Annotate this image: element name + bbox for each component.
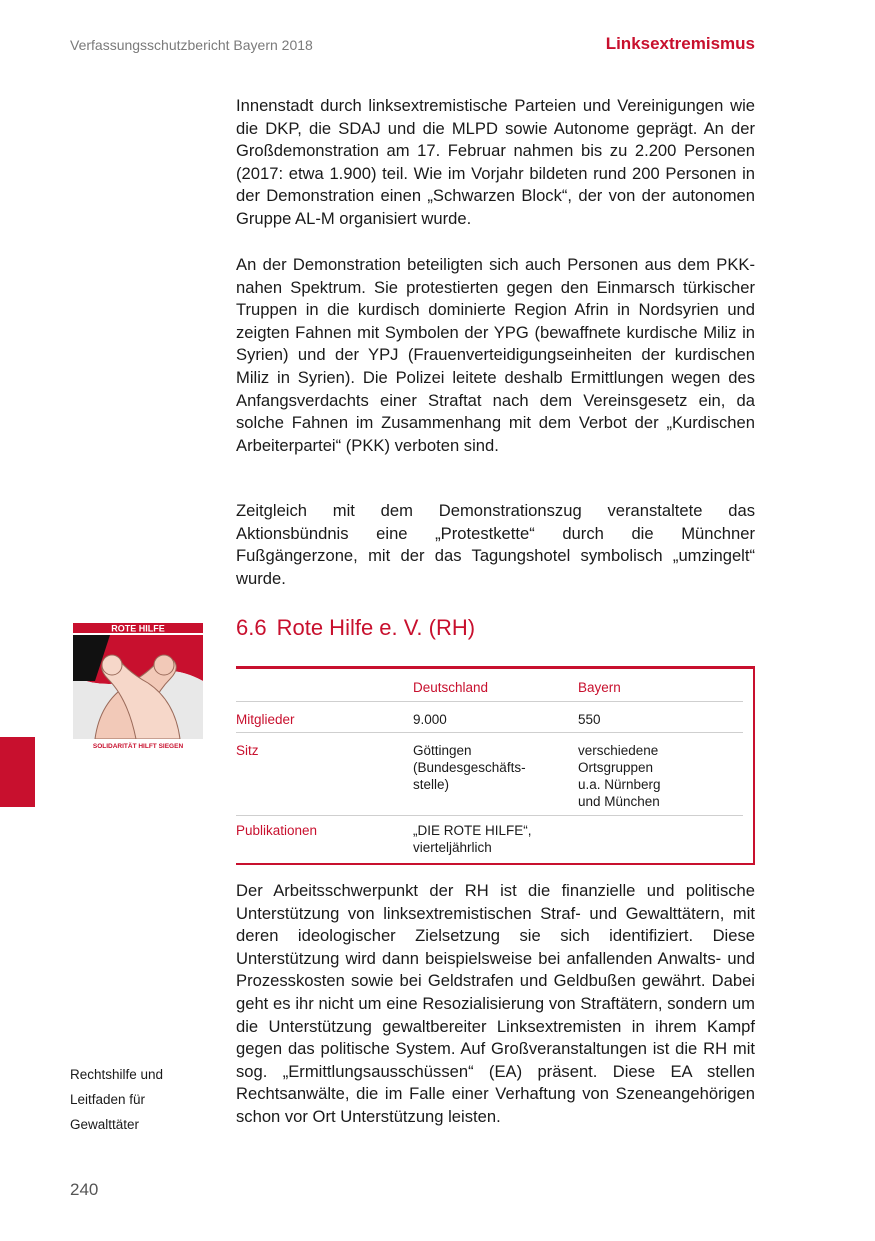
paragraph-1 xyxy=(236,95,755,231)
table-divider xyxy=(236,701,743,702)
sitz-bayern-line-2: Ortsgruppen xyxy=(578,760,654,775)
row-label-mitglieder: Mitglieder xyxy=(236,712,295,727)
table-divider xyxy=(236,732,743,733)
margin-note: Rechtshilfe und Leitfaden für Gewalttäter xyxy=(70,1067,164,1132)
logo-bottom-text: SOLIDARITÄT HILFT SIEGEN xyxy=(92,743,184,750)
paragraph-3-text: Zeitgleich mit dem Demonstrationszug veranstaltete das Aktionsbündnis eine „Protestkette“ durch die Münchner Fußgängerzone, mit der das Tagungshotel symbolisch „umzingelt“ wurde. xyxy=(236,501,755,588)
table-header-bayern: Bayern xyxy=(578,680,621,695)
paragraph-2-text: An der Demonstration beteiligten sich auch Personen aus dem PKK-nahen Spektrum. Sie protestierten gegen den Einmarsch türkischer Truppen in die kurdisch dominierte Region Afrin in Nordsyrien und zeigten Fahnen mit Symbolen der YPG (bewaffnete kurdische Miliz in Syrien) und der YPJ (Frauenverteidigungseinheiten der kurdischen Miliz in Syrien). Die Polizei leitete deshalb Ermittlungen wegen des Anfangsverdachts einer Straftat nach dem Vereinsgesetz ein, da solche Fahnen im Zusammenhang mit dem Verbot der „Kurdischen Arbeiterpartei“ (PKK) verboten sind. xyxy=(236,255,755,455)
sitz-bayern-line-1: verschiedene xyxy=(578,743,659,758)
table-divider xyxy=(236,815,743,816)
sitz-bayern xyxy=(578,742,661,810)
page-number: 240 xyxy=(70,1180,99,1199)
publikationen-deutschland xyxy=(413,822,532,856)
rote-hilfe-logo-graphic xyxy=(70,621,206,755)
running-header-left: Verfassungsschutzbericht Bayern 2018 xyxy=(70,37,313,53)
info-table xyxy=(236,666,755,865)
sitz-bayern-line-4: und München xyxy=(578,794,660,809)
publikationen-line-2: vierteljährlich xyxy=(413,840,492,855)
publikationen-line-1: „DIE ROTE HILFE“, xyxy=(413,823,532,838)
running-header-right: Linksextremismus xyxy=(605,34,755,53)
mitglieder-deutschland: 9.000 xyxy=(413,712,447,727)
row-label-publikationen: Publikationen xyxy=(236,823,318,838)
table-header-deutschland: Deutschland xyxy=(413,680,489,695)
chapter-tab-marker xyxy=(0,737,35,807)
sitz-deutschland-line-1: Göttingen xyxy=(413,743,472,758)
paragraph-4 xyxy=(236,880,755,1129)
logo-top-text: ROTE HILFE xyxy=(111,623,165,634)
sitz-deutschland-line-3: stelle) xyxy=(413,777,450,792)
sitz-deutschland xyxy=(413,742,526,793)
paragraph-2 xyxy=(236,254,755,457)
section-number: 6.6 xyxy=(236,615,267,640)
paragraph-4-text: Der Arbeitsschwerpunkt der RH ist die finanzielle und politische Unterstützung von linksextremistischen Straf- und Gewalttätern, mit deren ideologischer Zielsetzung sie sich identifiziert. Diese Unterstützung wird dann beispielsweise bei anfallenden Anwalts- und Prozesskosten sowie bei Geldstrafen und Geldbußen gewährt. Dabei geht es ihr nicht um eine Resozialisierung von Straftätern, sondern um die Unterstützung gewaltbereiter Linksextremisten in ihrem Kampf gegen das politische System. Auf Großveranstaltungen ist die RH mit sog. „Ermittlungsausschüssen“ (EA) präsent. Diese EA stellen Rechtsanwälte, die im Falle einer Verhaftung von Szeneangehörigen schon vor Ort Unterstützung leisten. xyxy=(236,881,755,1126)
sitz-deutschland-line-2: (Bundesgeschäfts- xyxy=(413,760,526,775)
section-title: Rote Hilfe e. V. (RH) xyxy=(276,615,476,640)
paragraph-3 xyxy=(236,500,755,590)
rote-hilfe-logo xyxy=(70,621,206,755)
section-heading xyxy=(236,615,475,641)
row-label-sitz: Sitz xyxy=(236,743,259,758)
mitglieder-bayern: 550 xyxy=(578,712,601,727)
paragraph-1-text: Innenstadt durch linksextremistische Parteien und Vereinigungen wie die DKP, die SDAJ und die MLPD sowie Autonome geprägt. An der Großdemonstration am 17. Februar nahmen bis zu 2.200 Personen (2017: etwa 1.900) teil. Wie im Vorjahr bildeten rund 200 Personen in der Demonstration einen „Schwarzen Block“, der von der autonomen Gruppe AL-M organisiert wurde. xyxy=(236,96,755,228)
sitz-bayern-line-3: u.a. Nürnberg xyxy=(578,777,661,792)
